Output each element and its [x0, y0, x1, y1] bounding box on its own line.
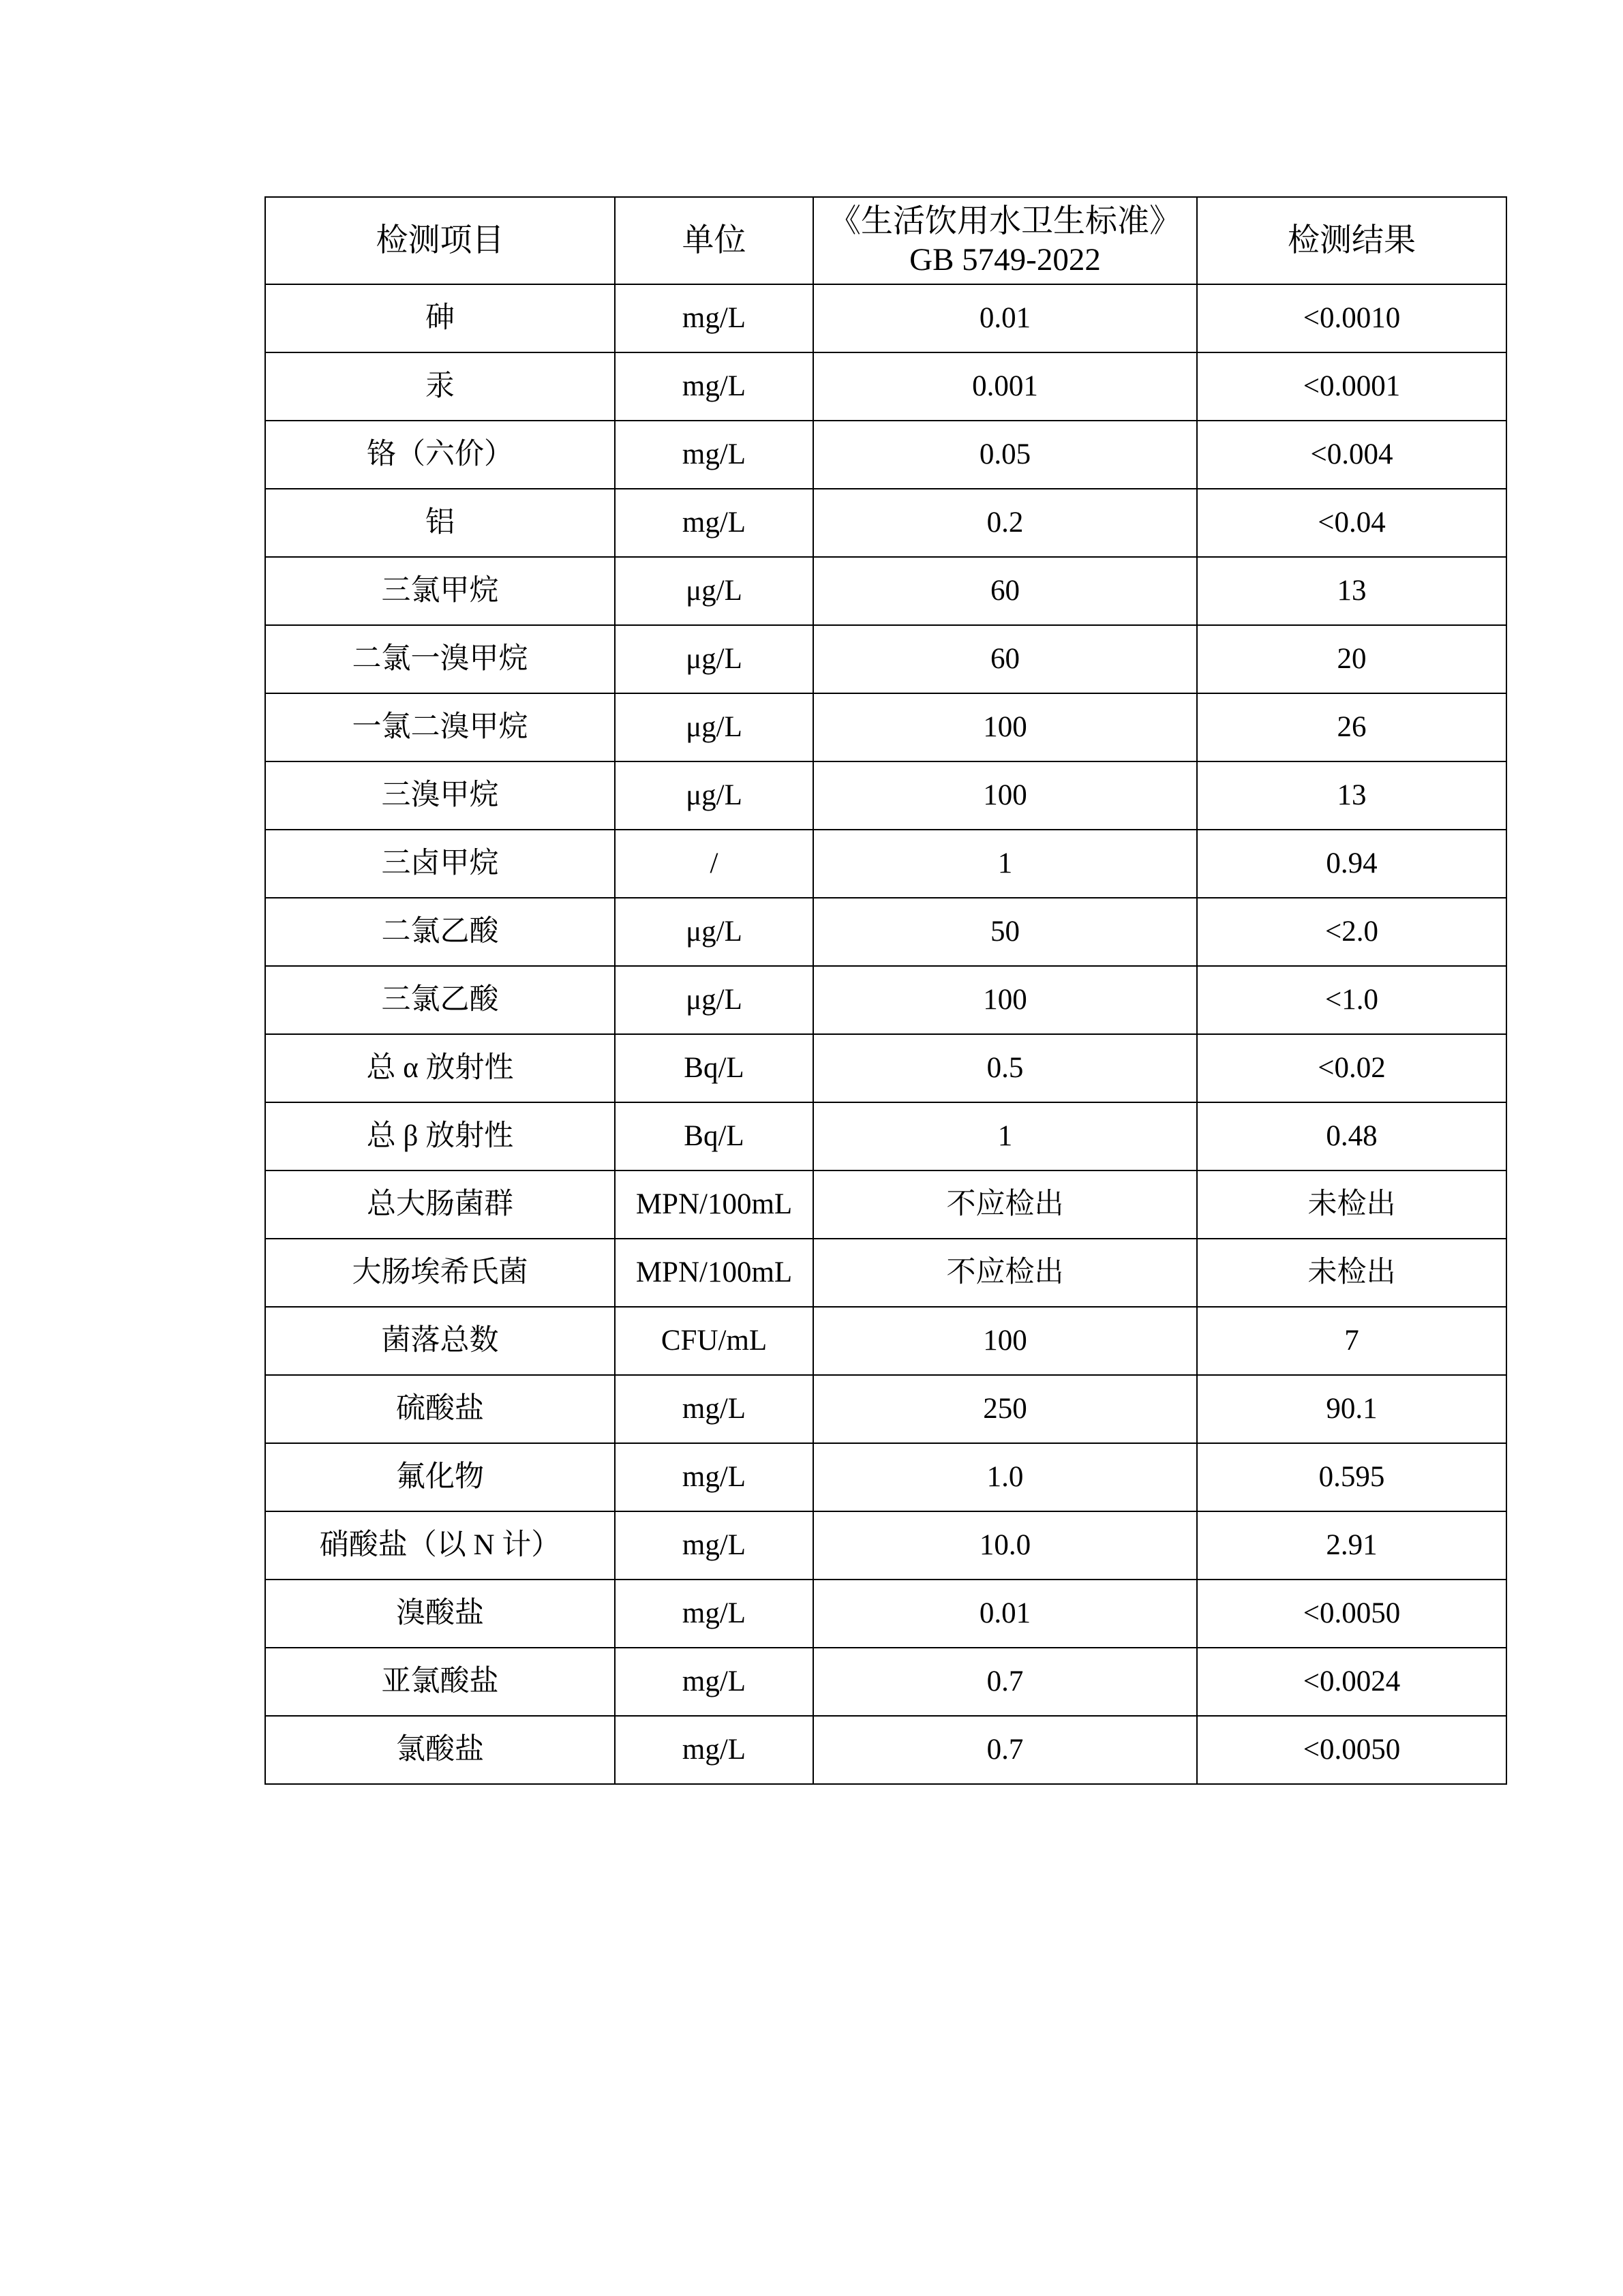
cell-unit: mg/L [615, 1580, 813, 1648]
cell-result: <0.004 [1197, 421, 1506, 489]
cell-item: 总 β 放射性 [265, 1102, 615, 1170]
cell-result: <0.0024 [1197, 1648, 1506, 1716]
cell-result: 2.91 [1197, 1511, 1506, 1580]
cell-unit: μg/L [615, 761, 813, 830]
cell-standard-limit: 100 [813, 1307, 1197, 1375]
table-row [265, 421, 1506, 489]
cell-result: 13 [1197, 761, 1506, 830]
cell-item: 大肠埃希氏菌 [265, 1239, 615, 1307]
cell-item: 铬（六价） [265, 421, 615, 489]
cell-unit: μg/L [615, 898, 813, 966]
cell-item: 砷 [265, 284, 615, 352]
cell-result: <0.0001 [1197, 352, 1506, 421]
table-row [265, 284, 1506, 352]
table-row [265, 1716, 1506, 1784]
cell-item: 硝酸盐（以 N 计） [265, 1511, 615, 1580]
cell-item: 硫酸盐 [265, 1375, 615, 1443]
cell-unit: μg/L [615, 693, 813, 761]
header-result: 检测结果 [1197, 197, 1506, 284]
cell-standard-limit: 0.01 [813, 1580, 1197, 1648]
cell-unit: mg/L [615, 1648, 813, 1716]
cell-standard-limit: 0.7 [813, 1648, 1197, 1716]
table-row [265, 761, 1506, 830]
cell-unit: mg/L [615, 352, 813, 421]
cell-item: 总 α 放射性 [265, 1034, 615, 1102]
cell-item: 一氯二溴甲烷 [265, 693, 615, 761]
cell-standard-limit: 0.7 [813, 1716, 1197, 1784]
cell-unit: μg/L [615, 966, 813, 1034]
cell-unit: mg/L [615, 1375, 813, 1443]
cell-standard-limit: 0.001 [813, 352, 1197, 421]
cell-item: 三卤甲烷 [265, 830, 615, 898]
cell-item: 二氯一溴甲烷 [265, 625, 615, 693]
cell-standard-limit: 不应检出 [813, 1239, 1197, 1307]
table-row [265, 1648, 1506, 1716]
table-row [265, 1102, 1506, 1170]
cell-result: 未检出 [1197, 1239, 1506, 1307]
table-row [265, 625, 1506, 693]
cell-item: 氯酸盐 [265, 1716, 615, 1784]
cell-standard-limit: 10.0 [813, 1511, 1197, 1580]
cell-result: 0.94 [1197, 830, 1506, 898]
cell-result: 7 [1197, 1307, 1506, 1375]
cell-unit: mg/L [615, 284, 813, 352]
cell-unit: Bq/L [615, 1102, 813, 1170]
cell-standard-limit: 100 [813, 693, 1197, 761]
cell-item: 三氯甲烷 [265, 557, 615, 625]
table-body [265, 284, 1506, 1784]
table-row [265, 489, 1506, 557]
cell-standard-limit: 0.5 [813, 1034, 1197, 1102]
cell-result: <1.0 [1197, 966, 1506, 1034]
table-row [265, 1511, 1506, 1580]
cell-item: 三溴甲烷 [265, 761, 615, 830]
cell-standard-limit: 0.01 [813, 284, 1197, 352]
cell-result: <0.0050 [1197, 1716, 1506, 1784]
cell-standard-limit: 不应检出 [813, 1170, 1197, 1239]
water-quality-results-table [264, 196, 1507, 1785]
cell-result: 26 [1197, 693, 1506, 761]
cell-unit: MPN/100mL [615, 1170, 813, 1239]
cell-item: 溴酸盐 [265, 1580, 615, 1648]
cell-item: 亚氯酸盐 [265, 1648, 615, 1716]
header-item: 检测项目 [265, 197, 615, 284]
cell-result: <0.02 [1197, 1034, 1506, 1102]
table-row [265, 1034, 1506, 1102]
cell-result: <0.0010 [1197, 284, 1506, 352]
cell-item: 二氯乙酸 [265, 898, 615, 966]
table-row [265, 1375, 1506, 1443]
cell-item: 氟化物 [265, 1443, 615, 1511]
table-row [265, 1239, 1506, 1307]
cell-standard-limit: 1 [813, 830, 1197, 898]
table-row [265, 966, 1506, 1034]
header-standard [813, 197, 1197, 284]
table-row [265, 693, 1506, 761]
cell-unit: / [615, 830, 813, 898]
cell-standard-limit: 1.0 [813, 1443, 1197, 1511]
cell-unit: mg/L [615, 1443, 813, 1511]
cell-unit: mg/L [615, 489, 813, 557]
cell-unit: MPN/100mL [615, 1239, 813, 1307]
table-row [265, 830, 1506, 898]
cell-unit: mg/L [615, 421, 813, 489]
cell-standard-limit: 100 [813, 966, 1197, 1034]
cell-result: 0.595 [1197, 1443, 1506, 1511]
cell-standard-limit: 50 [813, 898, 1197, 966]
cell-item: 总大肠菌群 [265, 1170, 615, 1239]
cell-unit: μg/L [615, 625, 813, 693]
table-row [265, 1580, 1506, 1648]
cell-standard-limit: 60 [813, 625, 1197, 693]
cell-standard-limit: 0.05 [813, 421, 1197, 489]
table-row [265, 352, 1506, 421]
cell-result: <0.04 [1197, 489, 1506, 557]
cell-result: 未检出 [1197, 1170, 1506, 1239]
cell-item: 三氯乙酸 [265, 966, 615, 1034]
cell-unit: Bq/L [615, 1034, 813, 1102]
cell-standard-limit: 60 [813, 557, 1197, 625]
cell-result: 90.1 [1197, 1375, 1506, 1443]
table-row [265, 1170, 1506, 1239]
header-standard-code: GB 5749-2022 [909, 242, 1101, 277]
cell-item: 铝 [265, 489, 615, 557]
cell-result: 13 [1197, 557, 1506, 625]
cell-unit: mg/L [615, 1716, 813, 1784]
table-row [265, 557, 1506, 625]
cell-standard-limit: 1 [813, 1102, 1197, 1170]
cell-unit: μg/L [615, 557, 813, 625]
cell-unit: mg/L [615, 1511, 813, 1580]
header-row [265, 197, 1506, 284]
table-row [265, 1443, 1506, 1511]
cell-result: 0.48 [1197, 1102, 1506, 1170]
table-row [265, 898, 1506, 966]
header-standard-title: 《生活饮用水卫生标准》 [829, 203, 1181, 239]
cell-standard-limit: 0.2 [813, 489, 1197, 557]
table-header [265, 197, 1506, 284]
cell-standard-limit: 250 [813, 1375, 1197, 1443]
cell-result: 20 [1197, 625, 1506, 693]
cell-item: 汞 [265, 352, 615, 421]
table-row [265, 1307, 1506, 1375]
cell-item: 菌落总数 [265, 1307, 615, 1375]
cell-unit: CFU/mL [615, 1307, 813, 1375]
cell-result: <2.0 [1197, 898, 1506, 966]
cell-result: <0.0050 [1197, 1580, 1506, 1648]
cell-standard-limit: 100 [813, 761, 1197, 830]
header-unit: 单位 [615, 197, 813, 284]
